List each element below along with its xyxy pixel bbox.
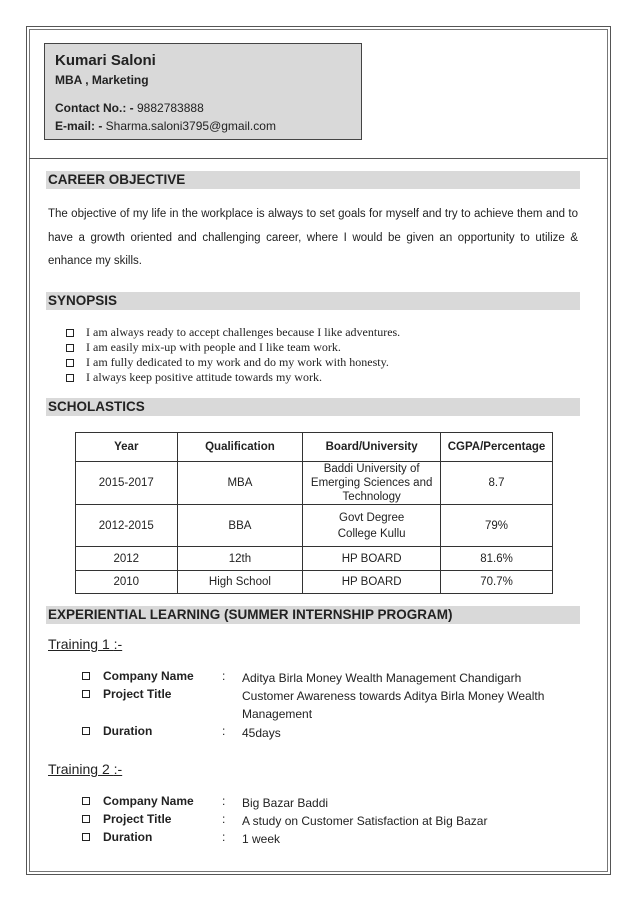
table-cell: HP BOARD [303, 547, 441, 571]
training-2-duration-row: Duration : 1 week [82, 830, 552, 848]
training-2-company-row: Company Name : Big Bazar Baddi [82, 794, 552, 812]
column-header: Board/University [303, 433, 441, 462]
candidate-name: Kumari Saloni [55, 52, 156, 69]
table-cell: High School [177, 571, 303, 594]
duration-label: Duration [103, 830, 153, 844]
list-item: I am always ready to accept challenges because I like adventures. [66, 325, 400, 340]
synopsis-list [66, 325, 400, 385]
square-bullet-icon [82, 672, 90, 680]
scholastics-heading: SCHOLASTICS [46, 398, 580, 416]
list-item: I always keep positive attitude towards my work. [66, 370, 400, 385]
table-cell: BBA [177, 505, 303, 547]
training-1-company-row: Company Name : Aditya Birla Money Wealth Management Chandigarh [82, 669, 552, 687]
table-cell: 2012-2015 [76, 505, 178, 547]
career-objective-text: The objective of my life in the workplace is always to set goals for myself and try to achieve them and to have a growth oriented and challenging career, where I would be given an opportunity to utilize & enhance my skills. [48, 208, 578, 267]
table-cell: 79% [441, 505, 553, 547]
training-2-title: Training 2 :- [48, 761, 123, 777]
training-1-title: Training 1 :- [48, 636, 123, 652]
contact-line [55, 101, 351, 115]
table-cell: 2010 [76, 571, 178, 594]
training-1-duration-row: Duration : 45days [82, 724, 552, 742]
project-value: Customer Awareness towards Aditya Birla Money Wealth Management [242, 689, 545, 721]
table-header-row [76, 433, 553, 462]
table-cell: 2015-2017 [76, 462, 178, 505]
table-row [76, 547, 553, 571]
column-header: Year [76, 433, 178, 462]
square-bullet-icon [82, 690, 90, 698]
duration-value: 45days [242, 726, 281, 740]
table-cell: 81.6% [441, 547, 553, 571]
table-cell: Baddi University of Emerging Sciences and Technology [303, 462, 441, 505]
column-header: Qualification [177, 433, 303, 462]
scholastics-table [75, 432, 553, 594]
square-bullet-icon [82, 833, 90, 841]
project-label: Project Title [103, 687, 172, 701]
training-1-project-row [82, 687, 552, 723]
table-cell: MBA [177, 462, 303, 505]
contact-value: 9882783888 [137, 101, 204, 115]
experiential-heading: EXPERIENTIAL LEARNING (SUMMER INTERNSHIP PROGRAM) [46, 606, 580, 624]
table-cell: 8.7 [441, 462, 553, 505]
company-value: Big Bazar Baddi [242, 796, 329, 810]
email-value: Sharma.saloni3795@gmail.com [105, 119, 276, 133]
square-bullet-icon [82, 815, 90, 823]
table-cell: 70.7% [441, 571, 553, 594]
project-value: A study on Customer Satisfaction at Big Bazar [242, 814, 488, 828]
table-cell: 2012 [76, 547, 178, 571]
column-header: CGPA/Percentage [441, 433, 553, 462]
company-label: Company Name [103, 669, 194, 683]
square-bullet-icon [82, 727, 90, 735]
contact-label: Contact No.: - [55, 101, 137, 115]
square-bullet-icon [66, 359, 74, 367]
header-divider [29, 158, 608, 159]
table-cell: Govt Degree College Kullu [303, 505, 441, 547]
table-row [76, 462, 553, 505]
company-value: Aditya Birla Money Wealth Management Chandigarh [242, 671, 522, 685]
project-label: Project Title [103, 812, 172, 826]
duration-value: 1 week [242, 832, 281, 846]
square-bullet-icon [82, 797, 90, 805]
table-cell: HP BOARD [303, 571, 441, 594]
synopsis-heading: SYNOPSIS [46, 292, 580, 310]
company-label: Company Name [103, 794, 194, 808]
duration-label: Duration [103, 724, 153, 738]
list-item: I am fully dedicated to my work and do my work with honesty. [66, 355, 400, 370]
square-bullet-icon [66, 374, 74, 382]
list-item: I am easily mix-up with people and I like team work. [66, 340, 400, 355]
square-bullet-icon [66, 344, 74, 352]
candidate-degree: MBA , Marketing [55, 73, 149, 87]
table-row [76, 571, 553, 594]
square-bullet-icon [66, 329, 74, 337]
email-label: E-mail: - [55, 119, 106, 133]
career-objective-heading: CAREER OBJECTIVE [46, 171, 580, 189]
table-cell: 12th [177, 547, 303, 571]
training-2-project-row: Project Title : A study on Customer Satisfaction at Big Bazar [82, 812, 552, 830]
table-row [76, 505, 553, 547]
header-box [44, 43, 362, 140]
email-line [55, 119, 351, 133]
